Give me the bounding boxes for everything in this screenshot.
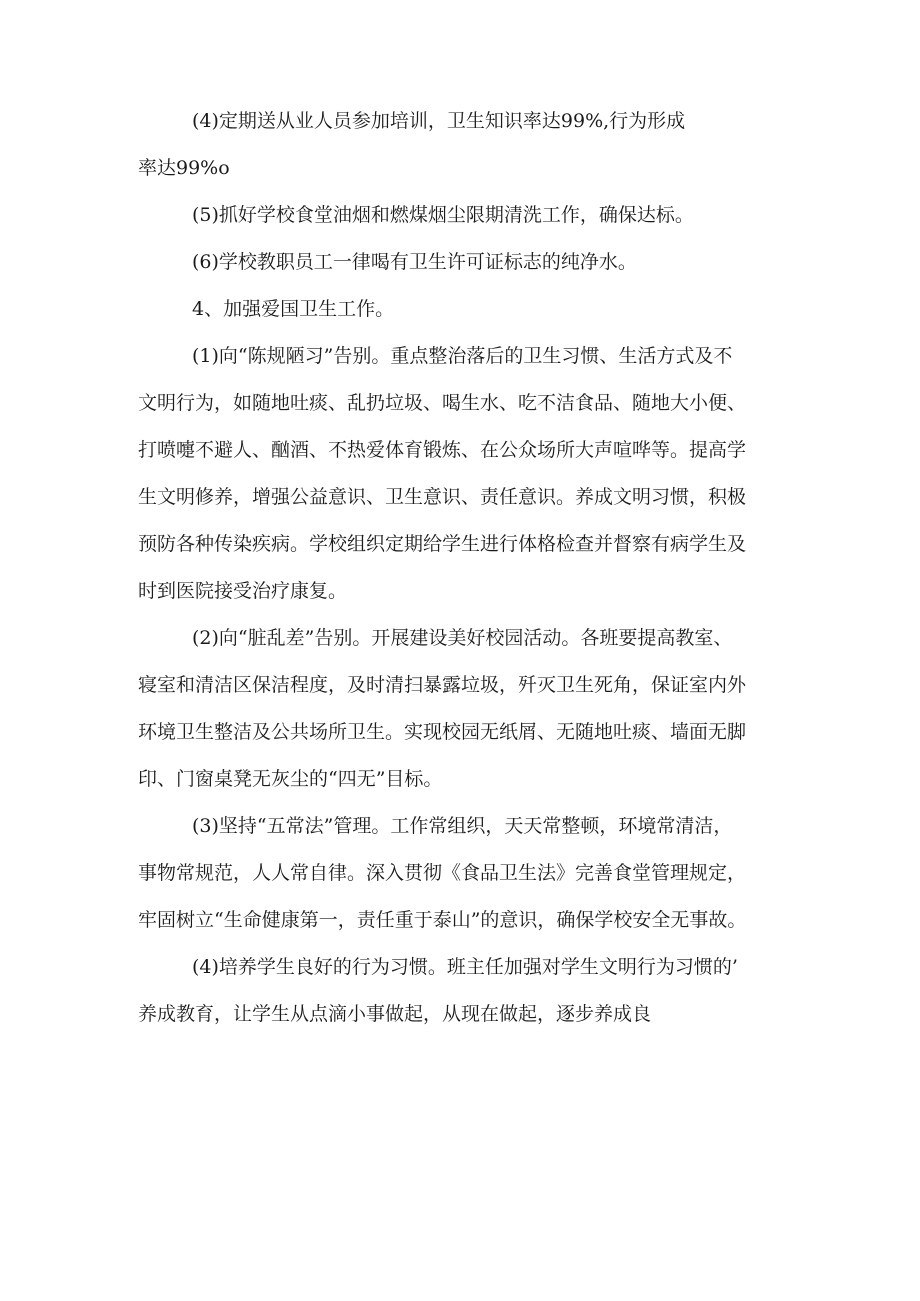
text-line: (3)坚持“五常法”管理。工作常组织，天天常整顿，环境常清洁， xyxy=(192,815,733,837)
text-line: 生文明修养，增强公益意识、卫生意识、责任意识。养成文明习惯，积极 xyxy=(138,486,747,508)
text-line: 寝室和清洁区保洁程度，及时清扫暴露垃圾，歼灭卫生死角，保证室内外 xyxy=(138,674,747,696)
text-line: 养成教育，让学生从点滴小事做起，从现在做起，逐步养成良 xyxy=(138,1003,652,1025)
document-body xyxy=(138,98,798,1038)
text-line: 时到医院接受治疗康复。 xyxy=(138,580,348,602)
text-line: 打喷嚏不避人、酗酒、不热爱体育锻炼、在公众场所大声喧哗等。提高学 xyxy=(138,439,747,461)
text-line: (1)向“陈规陋习”告别。重点整治落后的卫生习惯、生活方式及不 xyxy=(192,345,733,367)
section-heading: 4、加强爱国卫生工作。 xyxy=(192,298,395,320)
text-line: 牢固树立“生命健康第一，责任重于泰山”的意识，确保学校安全无事故。 xyxy=(138,909,747,931)
text-line: (4)定期送从业人员参加培训，卫生知识率达99%,行为形成 xyxy=(192,110,686,132)
text-line: (4)培养学生良好的行为习惯。班主任加强对学生文明行为习惯的’ xyxy=(192,956,738,978)
text-line: 环境卫生整洁及公共场所卫生。实现校园无纸屑、无随地吐痰、墙面无脚 xyxy=(138,721,747,743)
text-line: 事物常规范，人人常自律。深入贯彻《食品卫生法》完善食堂管理规定， xyxy=(138,862,747,884)
text-line: 预防各种传染疾病。学校组织定期给学生进行体格检查并督察有病学生及 xyxy=(138,533,747,555)
text-line: (5)抓好学校食堂油烟和燃煤烟尘限期清洗工作，确保达标。 xyxy=(192,204,694,226)
text-line: (2)向“脏乱差”告别。开展建设美好校园活动。各班要提高教室、 xyxy=(192,627,733,649)
text-line: 文明行为，如随地吐痰、乱扔垃圾、喝生水、吃不洁食品、随地大小便、 xyxy=(138,392,747,414)
text-line: 印、门窗桌凳无灰尘的“四无”目标。 xyxy=(138,768,443,790)
text-line: (6)学校教职员工一律喝有卫生许可证标志的纯净水。 xyxy=(192,251,637,273)
text-line: 率达99%o xyxy=(138,157,230,179)
